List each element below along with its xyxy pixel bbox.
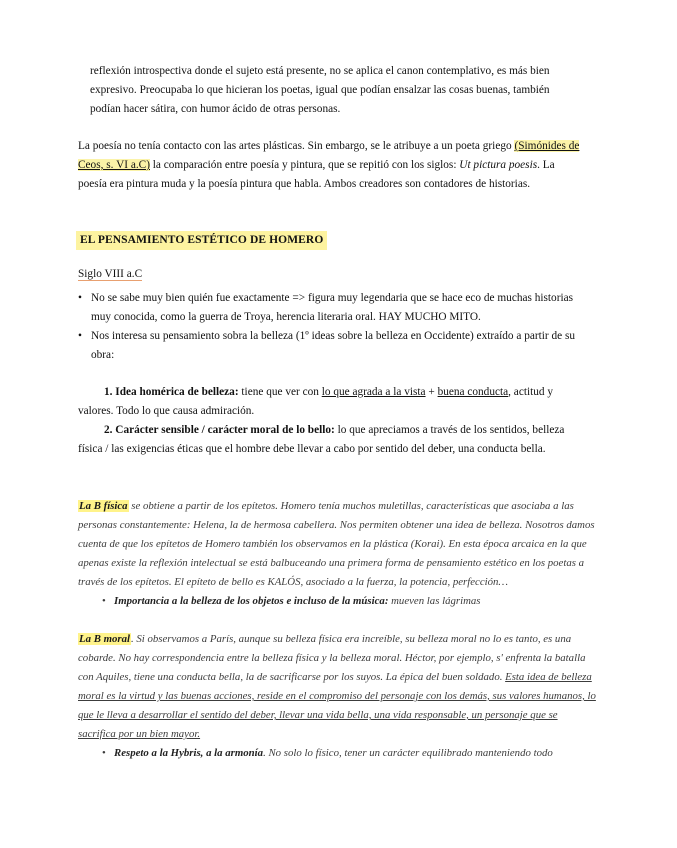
belleza-fisica-text: se obtiene a partir de los epítetos. Homero tenía muchos muletillas, características que asociaba a las personas constantemente: Helena, la de hermosa cabellera. Nos permiten obtener una idea de belleza. Nosotros damos cuenta de que los epítetos de Homero también los observamos en la plástica (Korai). En esta época arcaica en la que apenas existe la reflexión intelectual se está balbuceando una primera forma de pensamiento estético en los poetas a través de los epítetos. El epíteto de bello es KALÓS, asociado a la fuerza, la potencia, perfección… (78, 500, 595, 588)
century-label (78, 268, 142, 280)
belleza-moral-text: . Si observamos a París, aunque su belleza física era increíble, su belleza moral no lo es tanto, es una cobarde. No hay correspondencia entre la belleza física y la belleza moral. Héctor, por ejemplo, s' enfrenta la batalla con Aquiles, tiene una conducta bella, la de sacrificarse por los suyos. La épica del buen soldado. (78, 633, 586, 683)
section-heading: EL PENSAMIENTO ESTÉTICO DE HOMERO (76, 231, 327, 250)
intro-indented-paragraph: reflexión introspectiva donde el sujeto está presente, no se aplica el canon contemplativo, es más bien expresivo. Preocupaba lo que hicieran los poetas, igual que podían ensalzar las cosas buenas, también podían hacer sátira, con humor ácido de otras personas. (90, 65, 550, 115)
para2-text-b: la comparación entre poesía y pintura, que se repitió con los siglos: (149, 159, 460, 171)
buena-conducta: buena conducta (437, 386, 509, 398)
bullet-icon: • (78, 330, 82, 342)
item-1-text-a: tiene que ver con (238, 386, 322, 398)
belleza-fisica-label: La B física (79, 500, 128, 512)
list-item (78, 289, 583, 327)
numbered-item-1 (78, 383, 590, 421)
agrada-vista: lo que agrada a la vista (321, 386, 426, 398)
sub-title: Importancia a la belleza de los objetos e incluso de la música: (114, 595, 389, 607)
list-item (78, 327, 583, 365)
para2-text-a: La poesía no tenía contacto con las artes plásticas. Sin embargo, se le atribuye a un poeta griego (78, 140, 515, 152)
belleza-moral-paragraph (78, 630, 598, 744)
poetry-painting-paragraph (78, 137, 583, 194)
belleza-moral-label: La B moral (79, 633, 130, 645)
sub-text: . No solo lo físico, tener un carácter equilibrado manteniendo todo (263, 747, 553, 759)
item-2-text: lo que apreciamos a través de los sentidos, belleza física / las exigencias éticas que el hombre debe llevar a cabo por sentido del deber, una conducta bella. (78, 424, 565, 455)
belleza-fisica-section (78, 497, 598, 611)
para2-text-c: . La poesía era pintura muda y la poesía pintura que habla. Ambos creadores son contadores de historias. (78, 159, 555, 190)
ut-pictura-poesis: Ut pictura poesis (459, 159, 538, 171)
bullet-text: No se sabe muy bien quién fue exactamente => figura muy legendaria que se hace eco de muchas historias muy conocida, como la guerra de Troya, herencia literaria oral. HAY MUCHO MITO. (91, 292, 574, 323)
bullet-icon: • (102, 747, 106, 759)
belleza-fisica-subitem (78, 592, 598, 611)
belleza-moral-underlined: Esta idea de belleza moral es la virtud y las buenas acciones, reside en el compromiso del personaje con los demás, sus valores humanos, lo que le lleva a desarrollar el sentido del deber, llevar una vida bella, una vida responsable, un personaje que se sacrifica por un bien mayor. (78, 671, 596, 740)
sub-title: Respeto a la Hybris, a la armonía (114, 747, 264, 759)
bullet-list (78, 289, 583, 365)
bullet-icon: • (78, 292, 82, 304)
item-1-text-c: , actitud y valores. Todo lo que causa admiración. (78, 386, 554, 417)
item-1-title: 1. Idea homérica de belleza: (104, 386, 239, 398)
item-2-title: 2. Carácter sensible / carácter moral de lo bello: (104, 424, 335, 436)
item-1-plus: + (425, 386, 438, 398)
belleza-fisica-paragraph (78, 497, 598, 592)
century-text: Siglo VIII a.C (78, 268, 143, 280)
numbered-item-2 (78, 421, 590, 459)
belleza-moral-section (78, 630, 598, 763)
bullet-text: Nos interesa su pensamiento sobra la belleza (1º ideas sobre la belleza en Occidente) extraído a partir de su obra: (91, 330, 576, 361)
simonides-reference: (Simónides de Ceos, s. VI a.C) (78, 140, 580, 171)
sub-text: mueven las lágrimas (388, 595, 481, 607)
numbered-list (78, 383, 590, 459)
belleza-moral-subitem (78, 744, 598, 763)
bullet-icon: • (102, 595, 106, 607)
